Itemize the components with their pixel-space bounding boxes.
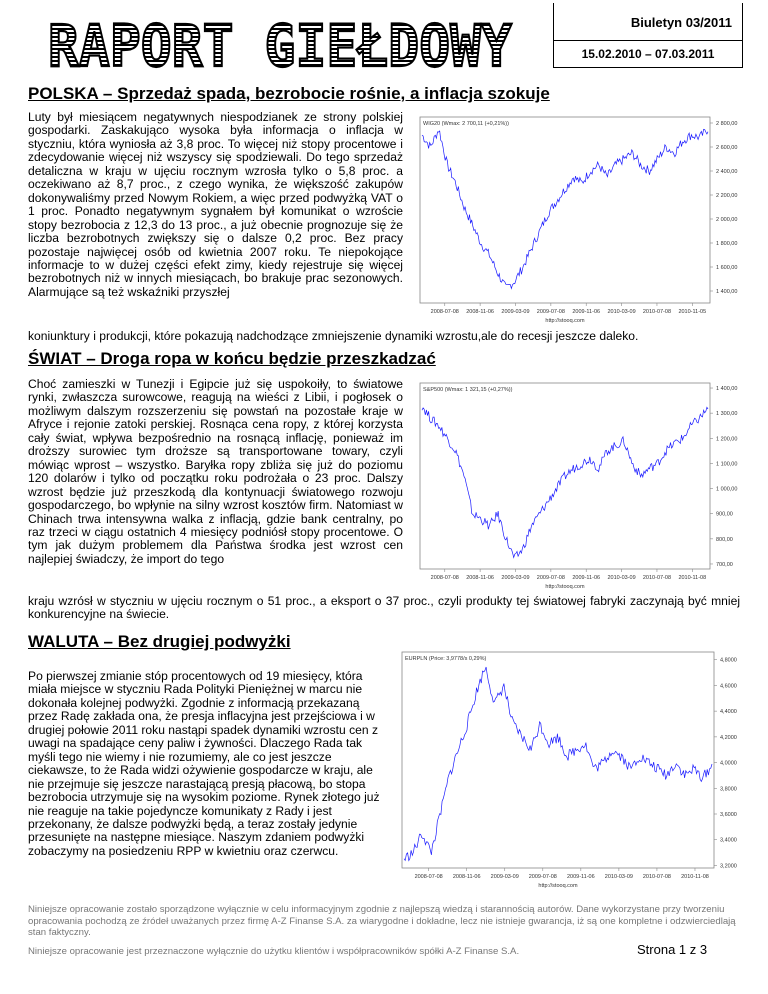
chart-eurpln <box>396 648 760 890</box>
x-tick-label: 2010-03-09 <box>604 874 633 880</box>
x-tick-label: 2010-07-08 <box>642 309 672 315</box>
x-tick-label: 2008-11-06 <box>466 309 494 315</box>
bulletin-number: Biuletyn 03/2011 <box>630 15 732 30</box>
x-tick-label: 2009-07-08 <box>536 309 565 315</box>
chart-sp500-svg <box>414 379 756 591</box>
x-tick-label: 2010-07-08 <box>642 874 671 880</box>
y-tick-label: 900,00 <box>716 511 733 518</box>
x-tick-label: 2008-11-06 <box>452 874 481 880</box>
y-tick-label: 2 200,00 <box>716 193 738 199</box>
section-title-polska: POLSKA – Sprzedaż spada, bezrobocie rośnie, a inflacja szokuje <box>28 84 550 103</box>
y-tick-label: 1 000,00 <box>716 486 738 493</box>
chart-source: http://stooq.com <box>545 584 585 590</box>
section-text-swiat-tail: kraju wzrósł w styczniu w ujęciu rocznym o 51 proc., a eksport o 37 proc., czyli produkty tej światowej fabryki zaczynają być mniej konkurencyjne na świecie. <box>28 594 740 622</box>
x-tick-label: 2009-03-09 <box>501 309 530 315</box>
x-tick-label: 2009-03-09 <box>490 874 519 880</box>
y-tick-label: 800,00 <box>716 536 733 543</box>
y-tick-label: 2 000,00 <box>716 217 738 223</box>
x-tick-label: 2009-11-06 <box>566 874 595 880</box>
y-tick-label: 2 800,00 <box>716 121 738 127</box>
chart-source: http://stooq.com <box>538 883 578 889</box>
chart-wig20 <box>414 113 756 325</box>
y-tick-label: 1 400,00 <box>716 289 738 295</box>
y-tick-label: 4,0000 <box>720 760 737 767</box>
x-tick-label: 2009-11-06 <box>572 309 601 315</box>
chart-wig20-svg <box>414 113 756 325</box>
x-tick-label: 2010-03-09 <box>607 575 636 581</box>
plot-frame <box>402 652 714 868</box>
y-tick-label: 1 100,00 <box>716 461 738 468</box>
section-text-swiat: Choć zamieszki w Tunezji i Egipcie już się uspokoiły, to światowe rynki, zwłaszcza surowcowe, reagują na wieści z Libii, i pogłosek o możliwym dalszym rozszerzeniu się powstań na pozostałe kraje w Afryce i rejonie zatoki perskiej. Rosnąca cena ropy, z której korzysta cały świat, wpływa bezpośrednio na rosnącą inflację, ponieważ im droższy surowiec tym droższe są transportowane towary, czyli mówiąc wprost – wszystko. Baryłka ropy zbliża się już do poziomu 120 dolarów i tylko od początku roku podrożała o 23 proc. Dalszy wzrost będzie już przeszkodą dla kontynuacji światowego rozwoju gospodarczego, bo wpłynie na silny wzrost kosztów firm. Natomiast w Chinach trwa intensywna walka z inflacją, gdzie bank centralny, po raz trzeci w ciągu ostatnich 4 miesięcy podniósł stopy procentowe. O tym jak dużym problemem dla Państwa środka jest wzrost cen najlepiej świadczy, że import do tego <box>28 377 403 566</box>
bulletin-box <box>553 3 743 68</box>
chart-eurpln-svg <box>396 648 760 890</box>
y-tick-label: 4,6000 <box>720 683 737 690</box>
section-text-polska-tail: koniunktury i produkcji, które pokazują nadchodzące zmniejszenie dynamiki wzrostu,ale do recesji jeszcze daleko. <box>28 329 639 343</box>
plot-frame <box>420 117 710 303</box>
chart-title: WIG20 (Wmax: 2 700,11 (+0,21%)) <box>423 121 509 127</box>
bulletin-date-range: 15.02.2010 – 07.03.2011 <box>554 40 742 67</box>
y-tick-label: 3,4000 <box>720 837 737 844</box>
x-tick-label: 2008-11-06 <box>466 575 494 581</box>
y-tick-label: 3,8000 <box>720 786 737 793</box>
masthead <box>46 12 516 80</box>
y-tick-label: 1 300,00 <box>716 411 738 418</box>
chart-title: S&P500 (Wmax: 1 321,15 (+0,27%)) <box>423 387 513 393</box>
x-tick-label: 2009-07-08 <box>528 874 557 880</box>
x-tick-label: 2009-03-09 <box>501 575 530 581</box>
y-tick-label: 4,2000 <box>720 734 737 741</box>
section-title-waluta: WALUTA – Bez drugiej podwyżki <box>28 632 291 651</box>
page-number: Strona 1 z 3 <box>637 942 708 957</box>
chart-sp500 <box>414 379 756 591</box>
x-tick-label: 2009-07-08 <box>536 575 565 581</box>
y-tick-label: 2 600,00 <box>716 145 738 151</box>
footer-disclaimer: Niniejsze opracowanie zostało sporządzone wyłącznie w celu informacyjnym zgodnie z najlepszą wiedzą i starannością autorów. Dane wykorzystane przy tworzeniu opracowania pochodzą ze źródeł uważanych przez firmę A-Z Finanse S.A. za wiarygodne i dokładne, lecz nie istnieje gwarancja, iż są one kompletne i odzwierciedlają stan faktyczny. <box>28 904 736 939</box>
masthead-title: RAPORT GIEŁDOWY <box>48 12 513 80</box>
y-tick-label: 1 400,00 <box>716 386 738 393</box>
y-tick-label: 4,8000 <box>720 657 737 664</box>
x-tick-label: 2010-11-05 <box>678 309 707 315</box>
x-tick-label: 2008-07-08 <box>414 874 443 880</box>
y-tick-label: 1 600,00 <box>716 265 738 271</box>
x-tick-label: 2010-11-08 <box>681 874 709 880</box>
y-tick-label: 1 200,00 <box>716 436 738 443</box>
x-tick-label: 2010-03-09 <box>607 309 636 315</box>
section-text-waluta: Po pierwszej zmianie stóp procentowych od 19 miesięcy, która miała miejsce w styczniu Rada Polityki Pieniężnej w marcu nie dokonała kolejnej podwyżki. Zgodnie z informacją przekazaną przez Radę zakłada ona, że presja inflacyjna jest przejściowa i w drugiej połowie 2011 roku nastąpi spadek dynamiki wzrostu cen z uwagi na spadające ceny paliw i żywności. Dlaczego Rada tak myśli tego nie wiemy i nie rozumiemy, ale co jest jeszcze ciekawsze, to że Rada widzi ożywienie gospodarcze w kraju, ale nie przejmuje się jeszcze narastającą presją płacową, bo stopa bezrobocia utrzymuje się na wysokim poziome. Rynek złotego już nie reaguje na takie pojedyncze komunikaty z Rady i jest przekonany, że dalsze podwyżki będą, a teraz zostały jedynie przesunięte na następne miesiące. Naszym zdaniem podwyżki zobaczymy na posiedzeniu RPP w kwietniu oraz czerwcu. <box>28 669 380 858</box>
masthead-logo <box>46 12 516 80</box>
x-tick-label: 2010-11-08 <box>678 575 707 581</box>
y-tick-label: 700,00 <box>716 561 733 568</box>
y-tick-label: 3,6000 <box>720 812 737 818</box>
x-tick-label: 2008-07-08 <box>430 575 459 581</box>
footer-notice: Niniejsze opracowanie jest przeznaczone wyłącznie do użytku klientów i współpracowników spółki A-Z Finanse S.A. <box>28 946 520 957</box>
y-tick-label: 4,4000 <box>720 709 737 716</box>
x-tick-label: 2008-07-08 <box>430 309 459 315</box>
x-tick-label: 2010-07-08 <box>642 575 672 581</box>
section-text-polska: Luty był miesiącem negatywnych niespodzianek ze strony polskiej gospodarki. Zaskakująco wysoka była informacja o inflacja w styczniu, która wyniosła aż 3,8 proc. To więcej niż stopy procentowe i zdecydowanie więcej niż wszyscy się spodziewali. Do tego sprzedaż detaliczna w kraju w ujęciu rocznym wzrosła tylko o 5,8 proc. a oczekiwano aż 8,7 proc., z czego wynika, że większość zakupów dokonywaliśmy przed Nowym Rokiem, a więc przed podwyżką VAT o 1 proc. Ponadto negatywnym sygnałem był komunikat o wzroście stopy bezrobocia z 12,3 do 13 proc., a już obecnie prognozuje się że liczba bezrobotnych zwiększy się o dalsze 0,2 proc. Bez pracy pozostaje najwięcej osób od kwietnia 2007 roku. Te niepokojące informacje to w dużej części efekt zimy, kiedy rejestruje się więcej bezrobotnych niż w innych miesiącach, bo brakuje prac sezonowych. Alarmujące są też wskaźniki przyszłej <box>28 110 403 299</box>
x-tick-label: 2009-11-06 <box>572 575 601 581</box>
y-tick-label: 1 800,00 <box>716 241 738 247</box>
y-tick-label: 2 400,00 <box>716 169 738 175</box>
chart-source: http://stooq.com <box>545 318 585 324</box>
section-title-swiat: ŚWIAT – Droga ropa w końcu będzie przeszkadzać <box>28 349 436 368</box>
chart-title: EURPLN (Price: 3,9778/s 0,29%) <box>405 656 487 662</box>
y-tick-label: 3,2000 <box>720 863 737 870</box>
